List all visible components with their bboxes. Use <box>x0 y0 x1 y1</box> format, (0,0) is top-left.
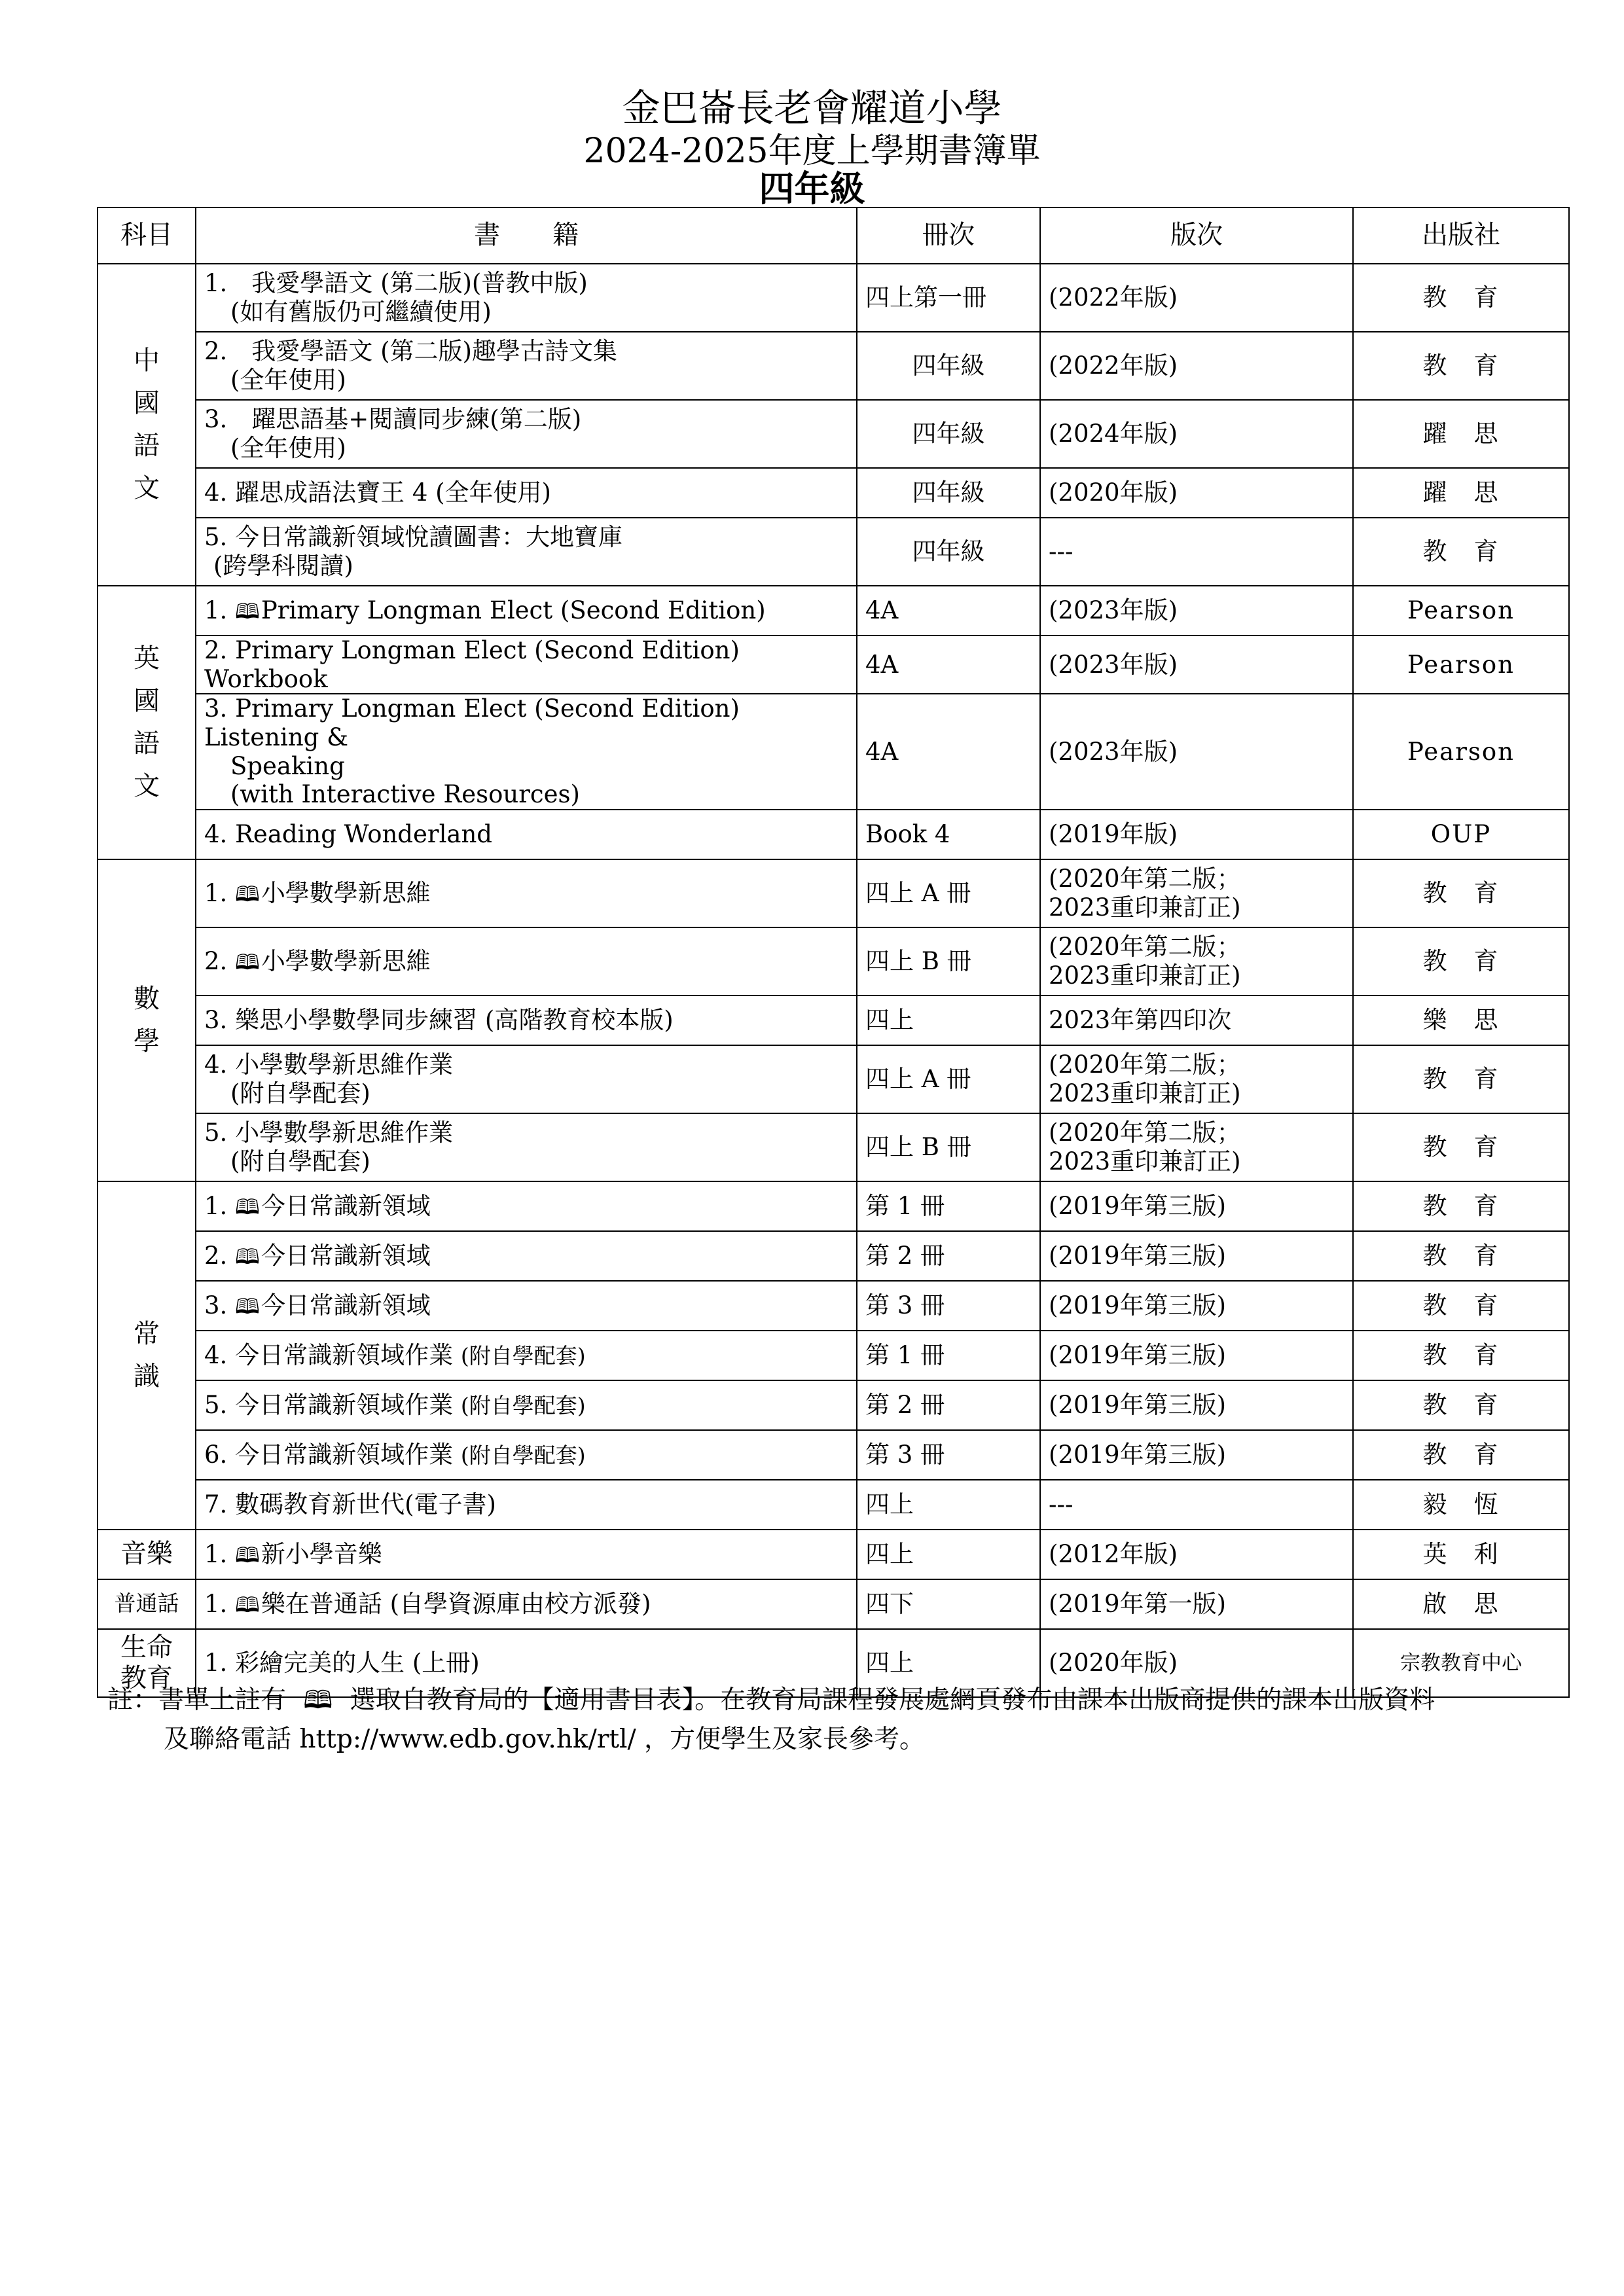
col-subject: 科目 <box>98 207 196 264</box>
edition: (2020年版) <box>1040 468 1353 518</box>
subject-general-studies: 常 識 <box>98 1181 196 1530</box>
book-title: 1. 🕮新小學音樂 <box>196 1530 857 1579</box>
volume: 第 2 冊 <box>857 1380 1040 1430</box>
publisher: 啟 思 <box>1353 1579 1569 1629</box>
volume: 四上 <box>857 996 1040 1045</box>
edition: (2020年第二版； 2023重印兼訂正) <box>1040 859 1353 927</box>
book-title: 3. 躍思語基+閱讀同步練(第二版) (全年使用) <box>196 400 857 468</box>
book-title: 2. 🕮今日常識新領域 <box>196 1231 857 1281</box>
publisher: 教 育 <box>1353 1231 1569 1281</box>
table-row <box>98 1579 1569 1629</box>
volume: 四年級 <box>857 332 1040 400</box>
table-row <box>98 1181 1569 1231</box>
publisher: 教 育 <box>1353 332 1569 400</box>
book-title: 1. 我愛學語文 (第二版)(普教中版) (如有舊版仍可繼續使用) <box>196 264 857 332</box>
volume: 4A <box>857 586 1040 636</box>
volume: 四上 <box>857 1480 1040 1530</box>
footnote-text: 選取自教育局的【適用書目表】。在教育局課程發展處網頁發布由課本出版商提供的課本出版資料 <box>350 1685 1435 1715</box>
publisher: 毅 恆 <box>1353 1480 1569 1530</box>
table-row <box>98 810 1569 859</box>
subject-chinese: 中 國 語 文 <box>98 264 196 586</box>
volume: 四上 A 冊 <box>857 859 1040 927</box>
publisher: 教 育 <box>1353 1430 1569 1480</box>
book-title: 2. 🕮小學數學新思維 <box>196 927 857 996</box>
volume: 四年級 <box>857 468 1040 518</box>
volume: 四年級 <box>857 518 1040 586</box>
volume: 第 2 冊 <box>857 1231 1040 1281</box>
grade-title: 四年級 <box>759 168 865 209</box>
table-row <box>98 518 1569 586</box>
book-icon: 🕮 <box>235 1592 260 1618</box>
publisher: 躍 思 <box>1353 468 1569 518</box>
table-row <box>98 996 1569 1045</box>
table-row <box>98 264 1569 332</box>
book-title: 3. 🕮今日常識新領域 <box>196 1281 857 1331</box>
publisher: 教 育 <box>1353 1181 1569 1231</box>
volume: 四上第一冊 <box>857 264 1040 332</box>
edition: (2023年版) <box>1040 636 1353 694</box>
edition: (2019年第三版) <box>1040 1380 1353 1430</box>
table-row <box>98 859 1569 927</box>
publisher: Pearson <box>1353 636 1569 694</box>
volume: 第 1 冊 <box>857 1181 1040 1231</box>
edition: (2020年版) <box>1040 1629 1353 1697</box>
book-title: 2. 我愛學語文 (第二版)趣學古詩文集 (全年使用) <box>196 332 857 400</box>
table-row <box>98 1231 1569 1281</box>
book-icon: 🕮 <box>235 1194 260 1220</box>
col-books: 書 籍 <box>196 207 857 264</box>
table-row <box>98 332 1569 400</box>
book-title: 5. 小學數學新思維作業 (附自學配套) <box>196 1113 857 1181</box>
table-row <box>98 1045 1569 1113</box>
edition: (2023年版) <box>1040 586 1353 636</box>
edition: (2020年第二版； 2023重印兼訂正) <box>1040 1113 1353 1181</box>
book-icon: 🕮 <box>235 599 260 624</box>
edition: (2024年版) <box>1040 400 1353 468</box>
book-title: 1. 🕮今日常識新領域 <box>196 1181 857 1231</box>
volume: 第 3 冊 <box>857 1281 1040 1331</box>
edition: (2012年版) <box>1040 1530 1353 1579</box>
footnote-link-line: 及聯絡電話 http://www.edb.gov.hk/rtl/ ，方便學生及家長參考。 <box>164 1725 926 1755</box>
school-name: 金巴崙長老會耀道小學 <box>622 86 1002 130</box>
edition: (2019年第三版) <box>1040 1181 1353 1231</box>
publisher: 教 育 <box>1353 1380 1569 1430</box>
volume: 四上 B 冊 <box>857 927 1040 996</box>
booklist-title: 2024-2025年度上學期書簿單 <box>583 132 1041 171</box>
publisher: OUP <box>1353 810 1569 859</box>
col-edition: 版次 <box>1040 207 1353 264</box>
table-row <box>98 1113 1569 1181</box>
edition: --- <box>1040 1480 1353 1530</box>
table-row <box>98 694 1569 810</box>
table-row <box>98 1530 1569 1579</box>
publisher: 教 育 <box>1353 1331 1569 1380</box>
publisher: 躍 思 <box>1353 400 1569 468</box>
publisher: Pearson <box>1353 586 1569 636</box>
volume: 4A <box>857 636 1040 694</box>
table-row <box>98 1480 1569 1530</box>
book-title: 1. 🕮樂在普通話 (自學資源庫由校方派發) <box>196 1579 857 1629</box>
edition: (2019年第三版) <box>1040 1281 1353 1331</box>
book-icon: 🕮 <box>235 1543 260 1568</box>
subject-putonghua: 普通話 <box>98 1579 196 1629</box>
volume: 四上 <box>857 1629 1040 1697</box>
table-row <box>98 1281 1569 1331</box>
book-title: 7. 數碼教育新世代(電子書) <box>196 1480 857 1530</box>
edition: (2019年第三版) <box>1040 1331 1353 1380</box>
table-row <box>98 1331 1569 1380</box>
book-icon: 🕮 <box>303 1685 333 1714</box>
book-title: 2. Primary Longman Elect (Second Edition) Workbook <box>196 636 857 694</box>
book-icon: 🕮 <box>235 882 260 907</box>
publisher: 宗教教育中心 <box>1353 1629 1569 1697</box>
book-icon: 🕮 <box>235 1244 260 1270</box>
col-publisher: 出版社 <box>1353 207 1569 264</box>
volume: 4A <box>857 694 1040 810</box>
edition: --- <box>1040 518 1353 586</box>
subject-english: 英 國 語 文 <box>98 586 196 859</box>
volume: 四上 A 冊 <box>857 1045 1040 1113</box>
book-title: 4. 今日常識新領域作業 (附自學配套) <box>196 1331 857 1380</box>
publisher: 教 育 <box>1353 927 1569 996</box>
volume: 第 3 冊 <box>857 1430 1040 1480</box>
subject-life-education: 生命教育 <box>98 1629 196 1697</box>
edition: 2023年第四印次 <box>1040 996 1353 1045</box>
book-icon: 🕮 <box>235 1294 260 1319</box>
volume: 四下 <box>857 1579 1040 1629</box>
table-row <box>98 1430 1569 1480</box>
publisher: Pearson <box>1353 694 1569 810</box>
table-row <box>98 927 1569 996</box>
edition: (2019年版) <box>1040 810 1353 859</box>
book-title: 4. 小學數學新思維作業 (附自學配套) <box>196 1045 857 1113</box>
edition: (2023年版) <box>1040 694 1353 810</box>
book-title: 1. 彩繪完美的人生 (上冊) <box>196 1629 857 1697</box>
volume: 四上 B 冊 <box>857 1113 1040 1181</box>
volume: 四上 <box>857 1530 1040 1579</box>
edition: (2020年第二版； 2023重印兼訂正) <box>1040 1045 1353 1113</box>
subject-music: 音樂 <box>98 1530 196 1579</box>
table-row <box>98 586 1569 636</box>
publisher: 教 育 <box>1353 1281 1569 1331</box>
book-title: 5. 今日常識新領域悅讀圖書：大地寶庫 (跨學科閱讀) <box>196 518 857 586</box>
table-row <box>98 468 1569 518</box>
table-row <box>98 400 1569 468</box>
footnote <box>107 1681 1547 1760</box>
publisher: 教 育 <box>1353 518 1569 586</box>
edition: (2019年第一版) <box>1040 1579 1353 1629</box>
book-title: 1. 🕮Primary Longman Elect (Second Edition) <box>196 586 857 636</box>
subject-math: 數 學 <box>98 859 196 1181</box>
edition: (2022年版) <box>1040 264 1353 332</box>
booklist-table <box>97 207 1570 1698</box>
publisher: 英 利 <box>1353 1530 1569 1579</box>
edition: (2022年版) <box>1040 332 1353 400</box>
book-title: 4. Reading Wonderland <box>196 810 857 859</box>
table-row <box>98 636 1569 694</box>
book-title: 6. 今日常識新領域作業 (附自學配套) <box>196 1430 857 1480</box>
book-title: 3. Primary Longman Elect (Second Edition) Listening & Speaking (with Interactive Resources) <box>196 694 857 810</box>
publisher: 教 育 <box>1353 1113 1569 1181</box>
book-icon: 🕮 <box>235 950 260 975</box>
volume: 第 1 冊 <box>857 1331 1040 1380</box>
footnote-lead: 註：書單上註有 <box>107 1685 287 1715</box>
book-title: 1. 🕮小學數學新思維 <box>196 859 857 927</box>
table-header-row <box>98 207 1569 264</box>
col-volume: 冊次 <box>857 207 1040 264</box>
edition: (2019年第三版) <box>1040 1430 1353 1480</box>
table-row <box>98 1380 1569 1430</box>
book-title: 3. 樂思小學數學同步練習 (高階教育校本版) <box>196 996 857 1045</box>
edition: (2019年第三版) <box>1040 1231 1353 1281</box>
volume: Book 4 <box>857 810 1040 859</box>
publisher: 樂 思 <box>1353 996 1569 1045</box>
publisher: 教 育 <box>1353 1045 1569 1113</box>
book-title: 5. 今日常識新領域作業 (附自學配套) <box>196 1380 857 1430</box>
publisher: 教 育 <box>1353 264 1569 332</box>
edition: (2020年第二版； 2023重印兼訂正) <box>1040 927 1353 996</box>
publisher: 教 育 <box>1353 859 1569 927</box>
volume: 四年級 <box>857 400 1040 468</box>
book-title: 4. 躍思成語法寶王 4 (全年使用) <box>196 468 857 518</box>
